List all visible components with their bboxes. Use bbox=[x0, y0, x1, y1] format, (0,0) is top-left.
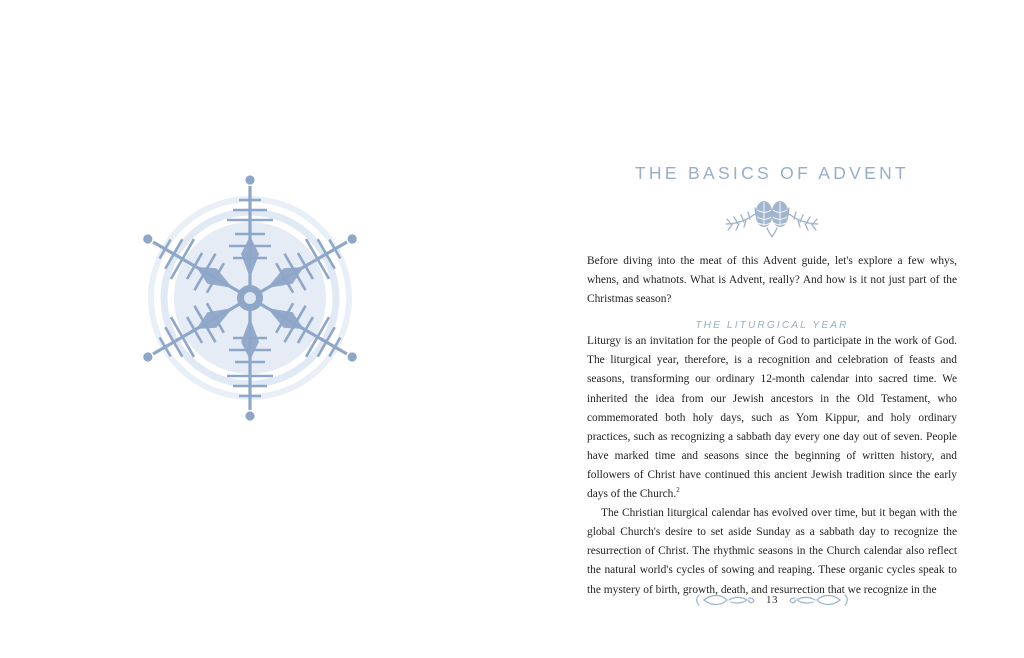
paragraph-1 bbox=[587, 332, 957, 504]
pinecone-and-branches-ornament bbox=[587, 194, 957, 240]
page-footer bbox=[587, 592, 957, 608]
right-flourish-ornament bbox=[787, 592, 849, 608]
right-page bbox=[512, 0, 1024, 658]
intro-paragraph: Before diving into the meat of this Advent guide, let's explore a few whys, whens, and whatnots. What is Advent, really? And how is it not just part of the Christmas season? bbox=[587, 255, 957, 306]
page-number: 13 bbox=[766, 594, 778, 606]
paragraph-1-text: Liturgy is an invitation for the people of God to participate in the work of God. The liturgical year, therefore, is a recognition and celebration of feasts and seasons, transforming our ordinary 12-month calendar into sacred time. We inherited the idea from our Jewish ancestors in the Old Testament, who commemorated both holy days, such as Yom Kippur, and holy ordinary practices, such as recognizing a sabbath day every one day out of seven. People have marked time and seasons since the beginning of written history, and followers of Christ have continued this ancient Jewish tradition since the early days of the Church. bbox=[587, 335, 957, 501]
page-title: THE BASICS OF ADVENT bbox=[634, 163, 910, 183]
section-heading: THE LITURGICAL YEAR bbox=[695, 320, 849, 332]
body-text-column bbox=[587, 252, 957, 600]
left-flourish-ornament bbox=[695, 592, 757, 608]
paragraph-2: The Christian liturgical calendar has evolved over time, but it began with the global Church's desire to set aside Sunday as a sabbath day to recognize the resurrection of Christ. The rhythmic seasons in the Church calendar also reflect the natural world's cycles of sowing and reaping. These organic cycles speak to the mystery of birth, growth, death, and resurrection that we recognize in the bbox=[587, 507, 957, 596]
footnote-marker: 2 bbox=[676, 486, 680, 495]
snowflake-illustration bbox=[120, 168, 380, 428]
